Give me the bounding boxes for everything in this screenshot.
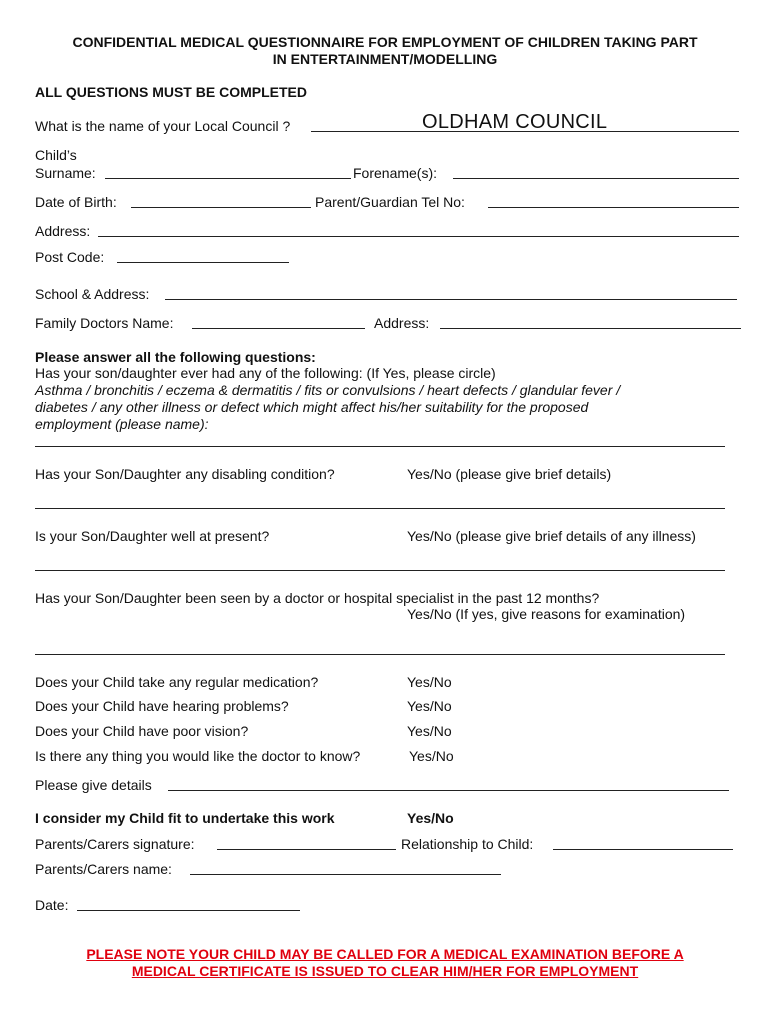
forename-field[interactable]	[453, 178, 739, 179]
surname-label: Surname:	[35, 165, 96, 181]
question-medication: Does your Child take any regular medication?	[35, 674, 319, 690]
carer-name-label: Parents/Carers name:	[35, 861, 172, 877]
signature-field[interactable]	[217, 849, 396, 850]
question-seen-by-doctor: Has your Son/Daughter been seen by a doctor or hospital specialist in the past 12 months?	[35, 590, 600, 606]
carer-name-field[interactable]	[190, 874, 501, 875]
question-illness-history: Has your son/daughter ever had any of the following: (If Yes, please circle)	[35, 365, 496, 381]
school-field[interactable]	[165, 299, 737, 300]
doctor-name-label: Family Doctors Name:	[35, 315, 174, 331]
well-at-present-details-line[interactable]	[35, 570, 725, 571]
relationship-label: Relationship to Child:	[401, 836, 534, 852]
doctor-know-answer[interactable]: Yes/No	[409, 748, 454, 764]
form-title-line2: IN ENTERTAINMENT/MODELLING	[272, 51, 498, 67]
parent-tel-field[interactable]	[488, 207, 739, 208]
surname-field[interactable]	[105, 178, 351, 179]
question-disabling-condition: Has your Son/Daughter any disabling condition?	[35, 466, 335, 482]
council-label: What is the name of your Local Council ?	[35, 118, 291, 134]
address-field[interactable]	[98, 236, 739, 237]
postcode-label: Post Code:	[35, 249, 105, 265]
details-label: Please give details	[35, 777, 152, 793]
question-well-at-present: Is your Son/Daughter well at present?	[35, 528, 270, 544]
notice-line1: PLEASE NOTE YOUR CHILD MAY BE CALLED FOR A MEDICAL EXAMINATION BEFORE A	[86, 946, 684, 962]
postcode-field[interactable]	[117, 262, 289, 263]
school-label: School & Address:	[35, 286, 150, 302]
seen-by-doctor-details-line[interactable]	[35, 654, 725, 655]
well-at-present-answer[interactable]: Yes/No (please give brief details of any illness)	[407, 528, 696, 544]
notice-line2: MEDICAL CERTIFICATE IS ISSUED TO CLEAR HIM/HER FOR EMPLOYMENT	[131, 963, 639, 979]
question-doctor-know: Is there any thing you would like the doctor to know?	[35, 748, 361, 764]
relationship-field[interactable]	[553, 849, 733, 850]
details-field[interactable]	[168, 790, 729, 791]
doctor-address-field[interactable]	[440, 328, 741, 329]
illness-list-line1[interactable]: Asthma / bronchitis / eczema & dermatitis / fits or convulsions / heart defects / glandular fever /	[35, 382, 621, 398]
disabling-condition-details-line[interactable]	[35, 508, 725, 509]
vision-answer[interactable]: Yes/No	[407, 723, 452, 739]
hearing-answer[interactable]: Yes/No	[407, 698, 452, 714]
fit-statement: I consider my Child fit to undertake this work	[35, 810, 335, 826]
signature-label: Parents/Carers signature:	[35, 836, 195, 852]
doctor-address-label: Address:	[374, 315, 430, 331]
illness-list-line3: employment (please name):	[35, 416, 209, 432]
medication-answer[interactable]: Yes/No	[407, 674, 452, 690]
instruction-heading: ALL QUESTIONS MUST BE COMPLETED	[35, 84, 307, 100]
address-label: Address:	[35, 223, 91, 239]
form-title-line1: CONFIDENTIAL MEDICAL QUESTIONNAIRE FOR EMPLOYMENT OF CHILDREN TAKING PART	[72, 34, 698, 50]
question-hearing: Does your Child have hearing problems?	[35, 698, 289, 714]
illness-list-line2: diabetes / any other illness or defect which might affect his/her suitability for the proposed	[35, 399, 589, 415]
illness-answer-line[interactable]	[35, 446, 725, 447]
childs-label: Child’s	[35, 147, 77, 163]
date-label: Date:	[35, 897, 69, 913]
forename-label: Forename(s):	[353, 165, 438, 181]
date-field[interactable]	[77, 910, 300, 911]
questions-intro: Please answer all the following questions:	[35, 349, 316, 365]
doctor-name-field[interactable]	[192, 328, 365, 329]
fit-answer[interactable]: Yes/No	[407, 810, 454, 826]
disabling-condition-answer[interactable]: Yes/No (please give brief details)	[407, 466, 612, 482]
council-value: OLDHAM COUNCIL	[422, 111, 608, 133]
dob-field[interactable]	[131, 207, 311, 208]
parent-tel-label: Parent/Guardian Tel No:	[315, 194, 465, 210]
seen-by-doctor-answer[interactable]: Yes/No (If yes, give reasons for examination)	[407, 606, 686, 622]
dob-label: Date of Birth:	[35, 194, 117, 210]
question-vision: Does your Child have poor vision?	[35, 723, 249, 739]
